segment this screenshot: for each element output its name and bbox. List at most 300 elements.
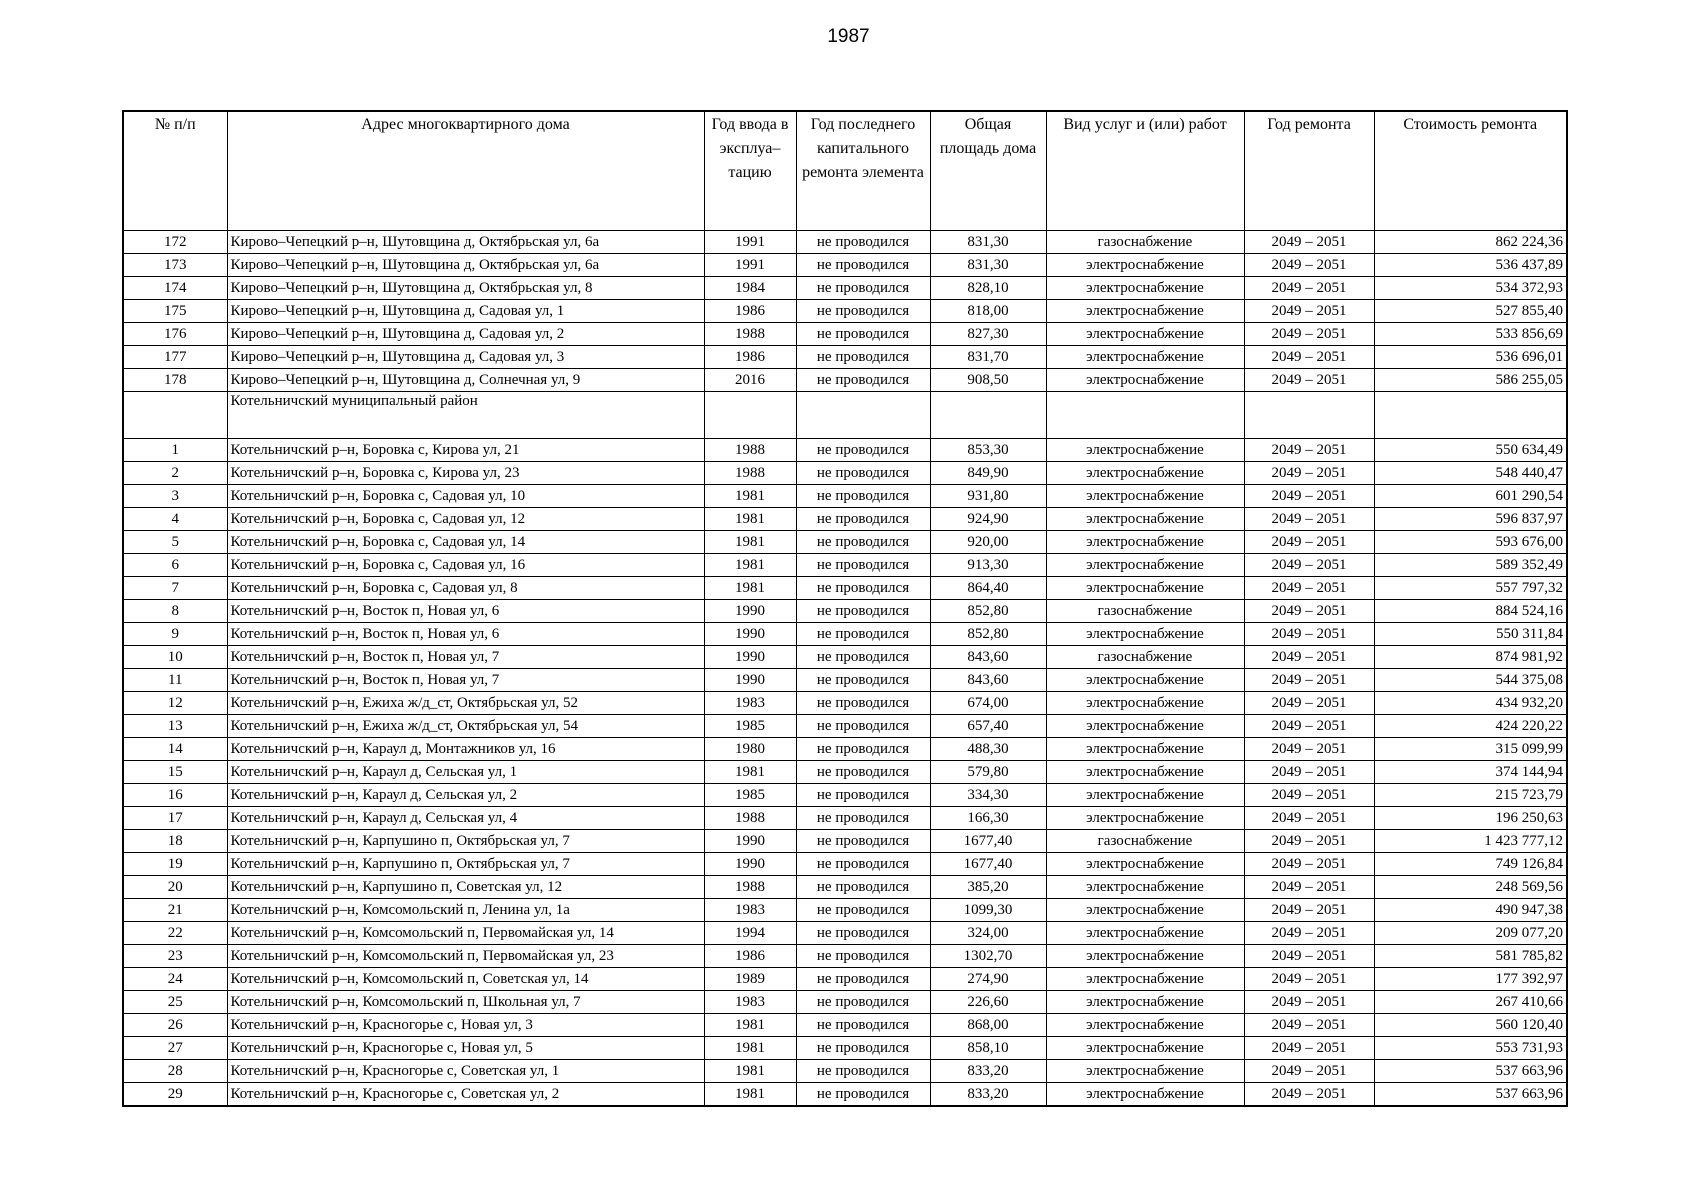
table-row — [123, 669, 1567, 692]
cell-repair-period: 2049 – 2051 — [1244, 485, 1374, 508]
cell-year-built: 1981 — [704, 1083, 796, 1107]
cell-year-built: 1983 — [704, 899, 796, 922]
cell-address: Котельничский р–н, Боровка с, Садовая ул, 8 — [227, 577, 704, 600]
cell-service: электроснабжение — [1046, 439, 1244, 462]
cell-cost: 537 663,96 — [1374, 1083, 1567, 1107]
table-row — [123, 807, 1567, 830]
cell-num: 18 — [123, 830, 227, 853]
cell-service: электроснабжение — [1046, 254, 1244, 277]
cell-last-repair: не проводился — [796, 462, 930, 485]
cell-last-repair: не проводился — [796, 577, 930, 600]
cell-year-built: 2016 — [704, 369, 796, 392]
cell-address: Котельничский р–н, Боровка с, Кирова ул, 23 — [227, 462, 704, 485]
cell-address: Котельничский р–н, Ежиха ж/д_ст, Октябрьская ул, 52 — [227, 692, 704, 715]
cell-repair-period: 2049 – 2051 — [1244, 853, 1374, 876]
cell-address: Котельничский р–н, Комсомольский п, Советская ул, 14 — [227, 968, 704, 991]
cell-year-built: 1994 — [704, 922, 796, 945]
cell-year-built: 1989 — [704, 968, 796, 991]
table-row — [123, 853, 1567, 876]
cell-repair-period: 2049 – 2051 — [1244, 807, 1374, 830]
cell-last-repair: не проводился — [796, 531, 930, 554]
cell-service: электроснабжение — [1046, 508, 1244, 531]
cell-service: электроснабжение — [1046, 853, 1244, 876]
repair-schedule-table — [122, 110, 1568, 1107]
cell-cost: 315 099,99 — [1374, 738, 1567, 761]
table-row — [123, 899, 1567, 922]
cell-address: Котельничский р–н, Восток п, Новая ул, 7 — [227, 646, 704, 669]
cell-area: 833,20 — [930, 1083, 1046, 1107]
table-row — [123, 991, 1567, 1014]
cell-year-built: 1983 — [704, 991, 796, 1014]
cell-repair-period: 2049 – 2051 — [1244, 623, 1374, 646]
cell-service: электроснабжение — [1046, 1014, 1244, 1037]
cell-year-built: 1988 — [704, 462, 796, 485]
cell-cost: 177 392,97 — [1374, 968, 1567, 991]
table-row — [123, 369, 1567, 392]
cell-num: 7 — [123, 577, 227, 600]
cell-service: электроснабжение — [1046, 715, 1244, 738]
cell-address: Кирово–Чепецкий р–н, Шутовщина д, Садовая ул, 3 — [227, 346, 704, 369]
table-row — [123, 300, 1567, 323]
cell-year-built: 1983 — [704, 692, 796, 715]
table-row — [123, 323, 1567, 346]
cell-area: 334,30 — [930, 784, 1046, 807]
cell-num: 29 — [123, 1083, 227, 1107]
cell-area: 831,70 — [930, 346, 1046, 369]
cell-last-repair: не проводился — [796, 853, 930, 876]
cell-cost: 536 696,01 — [1374, 346, 1567, 369]
cell-cost: 537 663,96 — [1374, 1060, 1567, 1083]
cell-service: электроснабжение — [1046, 300, 1244, 323]
cell-year-built: 1986 — [704, 346, 796, 369]
cell-area: 843,60 — [930, 669, 1046, 692]
cell-num: 22 — [123, 922, 227, 945]
cell-repair-period: 2049 – 2051 — [1244, 508, 1374, 531]
cell-cost: 581 785,82 — [1374, 945, 1567, 968]
cell-area: 864,40 — [930, 577, 1046, 600]
table-row — [123, 554, 1567, 577]
table-row — [123, 738, 1567, 761]
table-row — [123, 922, 1567, 945]
cell-service: электроснабжение — [1046, 346, 1244, 369]
cell-area: 920,00 — [930, 531, 1046, 554]
cell-repair-period: 2049 – 2051 — [1244, 369, 1374, 392]
cell-cost: 560 120,40 — [1374, 1014, 1567, 1037]
cell-num: 9 — [123, 623, 227, 646]
cell-area: 324,00 — [930, 922, 1046, 945]
cell-year-built: 1981 — [704, 531, 796, 554]
cell-last-repair: не проводился — [796, 807, 930, 830]
cell-service: электроснабжение — [1046, 554, 1244, 577]
cell-address: Котельничский р–н, Боровка с, Садовая ул, 10 — [227, 485, 704, 508]
cell-repair-period: 2049 – 2051 — [1244, 1060, 1374, 1083]
cell-cost: 596 837,97 — [1374, 508, 1567, 531]
cell-last-repair: не проводился — [796, 508, 930, 531]
cell-num — [123, 392, 227, 439]
header-address: Адрес многоквартирного дома — [227, 111, 704, 231]
cell-last-repair: не проводился — [796, 1083, 930, 1107]
table-row — [123, 761, 1567, 784]
cell-year-built: 1988 — [704, 807, 796, 830]
cell-address: Кирово–Чепецкий р–н, Шутовщина д, Солнечная ул, 9 — [227, 369, 704, 392]
cell-year-built: 1981 — [704, 554, 796, 577]
cell-num: 11 — [123, 669, 227, 692]
cell-last-repair: не проводился — [796, 876, 930, 899]
cell-repair-period: 2049 – 2051 — [1244, 784, 1374, 807]
cell-last-repair: не проводился — [796, 1060, 930, 1083]
cell-year-built: 1981 — [704, 508, 796, 531]
cell-area: 1677,40 — [930, 853, 1046, 876]
cell-repair-period: 2049 – 2051 — [1244, 692, 1374, 715]
cell-address: Котельничский р–н, Караул д, Монтажников ул, 16 — [227, 738, 704, 761]
cell-area: 1099,30 — [930, 899, 1046, 922]
cell-last-repair: не проводился — [796, 738, 930, 761]
cell-service: электроснабжение — [1046, 577, 1244, 600]
cell-year-built: 1988 — [704, 323, 796, 346]
cell-year-built: 1991 — [704, 254, 796, 277]
cell-repair-period: 2049 – 2051 — [1244, 231, 1374, 254]
cell-cost: 209 077,20 — [1374, 922, 1567, 945]
cell-cost: 527 855,40 — [1374, 300, 1567, 323]
cell-service: электроснабжение — [1046, 485, 1244, 508]
cell-address: Котельничский р–н, Восток п, Новая ул, 6 — [227, 623, 704, 646]
cell-area: 579,80 — [930, 761, 1046, 784]
cell-area: 827,30 — [930, 323, 1046, 346]
cell-service: газоснабжение — [1046, 231, 1244, 254]
cell-service: электроснабжение — [1046, 899, 1244, 922]
cell-num: 174 — [123, 277, 227, 300]
cell-num: 173 — [123, 254, 227, 277]
cell-service: газоснабжение — [1046, 646, 1244, 669]
cell-area: 226,60 — [930, 991, 1046, 1014]
table-row — [123, 1014, 1567, 1037]
cell-last-repair: не проводился — [796, 600, 930, 623]
table-row — [123, 784, 1567, 807]
cell-num: 27 — [123, 1037, 227, 1060]
cell-repair-period: 2049 – 2051 — [1244, 277, 1374, 300]
cell-address: Котельничский р–н, Караул д, Сельская ул, 2 — [227, 784, 704, 807]
cell-address: Кирово–Чепецкий р–н, Шутовщина д, Садовая ул, 2 — [227, 323, 704, 346]
cell-year-built: 1988 — [704, 876, 796, 899]
cell-service: электроснабжение — [1046, 1037, 1244, 1060]
header-cost: Стоимость ремонта — [1374, 111, 1567, 231]
cell-cost: 874 981,92 — [1374, 646, 1567, 669]
header-num: № п/п — [123, 111, 227, 231]
cell-num: 6 — [123, 554, 227, 577]
table-row — [123, 623, 1567, 646]
cell-area: 843,60 — [930, 646, 1046, 669]
cell-address: Котельничский р–н, Комсомольский п, Первомайская ул, 23 — [227, 945, 704, 968]
cell-area — [930, 392, 1046, 439]
cell-cost: 267 410,66 — [1374, 991, 1567, 1014]
cell-num: 21 — [123, 899, 227, 922]
cell-year-built: 1981 — [704, 1037, 796, 1060]
cell-repair-period: 2049 – 2051 — [1244, 876, 1374, 899]
cell-num: 15 — [123, 761, 227, 784]
cell-address: Котельничский р–н, Караул д, Сельская ул, 1 — [227, 761, 704, 784]
cell-repair-period: 2049 – 2051 — [1244, 554, 1374, 577]
table-row — [123, 692, 1567, 715]
cell-last-repair: не проводился — [796, 784, 930, 807]
cell-num: 12 — [123, 692, 227, 715]
cell-address: Котельничский р–н, Карпушино п, Октябрьская ул, 7 — [227, 830, 704, 853]
cell-last-repair: не проводился — [796, 554, 930, 577]
cell-cost: 593 676,00 — [1374, 531, 1567, 554]
cell-repair-period: 2049 – 2051 — [1244, 991, 1374, 1014]
cell-cost: 490 947,38 — [1374, 899, 1567, 922]
cell-service: электроснабжение — [1046, 945, 1244, 968]
cell-last-repair: не проводился — [796, 945, 930, 968]
cell-repair-period: 2049 – 2051 — [1244, 669, 1374, 692]
cell-address: Котельничский р–н, Боровка с, Садовая ул, 14 — [227, 531, 704, 554]
cell-last-repair: не проводился — [796, 669, 930, 692]
cell-last-repair: не проводился — [796, 991, 930, 1014]
cell-last-repair: не проводился — [796, 922, 930, 945]
cell-cost: 544 375,08 — [1374, 669, 1567, 692]
cell-repair-period: 2049 – 2051 — [1244, 899, 1374, 922]
cell-last-repair: не проводился — [796, 485, 930, 508]
cell-repair-period: 2049 – 2051 — [1244, 439, 1374, 462]
cell-service — [1046, 392, 1244, 439]
cell-year-built: 1984 — [704, 277, 796, 300]
cell-num: 177 — [123, 346, 227, 369]
cell-repair-period: 2049 – 2051 — [1244, 600, 1374, 623]
cell-last-repair: не проводился — [796, 300, 930, 323]
cell-year-built: 1988 — [704, 439, 796, 462]
cell-num: 8 — [123, 600, 227, 623]
cell-area: 674,00 — [930, 692, 1046, 715]
cell-service: электроснабжение — [1046, 761, 1244, 784]
table-row — [123, 439, 1567, 462]
cell-year-built: 1990 — [704, 853, 796, 876]
cell-area: 818,00 — [930, 300, 1046, 323]
table-row — [123, 277, 1567, 300]
cell-area: 385,20 — [930, 876, 1046, 899]
cell-cost: 550 311,84 — [1374, 623, 1567, 646]
header-repair-period: Год ремонта — [1244, 111, 1374, 231]
cell-repair-period: 2049 – 2051 — [1244, 715, 1374, 738]
cell-year-built: 1980 — [704, 738, 796, 761]
cell-service: электроснабжение — [1046, 876, 1244, 899]
cell-area: 488,30 — [930, 738, 1046, 761]
table-row — [123, 600, 1567, 623]
cell-last-repair: не проводился — [796, 692, 930, 715]
cell-last-repair: не проводился — [796, 277, 930, 300]
header-service: Вид услуг и (или) работ — [1046, 111, 1244, 231]
header-year-built: Год ввода в эксплуа–тацию — [704, 111, 796, 231]
cell-repair-period: 2049 – 2051 — [1244, 254, 1374, 277]
cell-year-built: 1986 — [704, 300, 796, 323]
cell-year-built: 1981 — [704, 1014, 796, 1037]
cell-last-repair: не проводился — [796, 623, 930, 646]
cell-num: 175 — [123, 300, 227, 323]
table-row — [123, 876, 1567, 899]
cell-num: 176 — [123, 323, 227, 346]
cell-year-built: 1990 — [704, 600, 796, 623]
table-row — [123, 346, 1567, 369]
cell-num: 178 — [123, 369, 227, 392]
cell-address: Котельничский р–н, Красногорье с, Советская ул, 1 — [227, 1060, 704, 1083]
table-row — [123, 715, 1567, 738]
cell-last-repair: не проводился — [796, 646, 930, 669]
cell-address: Котельничский р–н, Карпушино п, Советская ул, 12 — [227, 876, 704, 899]
table-row — [123, 231, 1567, 254]
table-row — [123, 462, 1567, 485]
cell-cost: 196 250,63 — [1374, 807, 1567, 830]
cell-service: электроснабжение — [1046, 531, 1244, 554]
cell-cost: 215 723,79 — [1374, 784, 1567, 807]
cell-address: Кирово–Чепецкий р–н, Шутовщина д, Октябрьская ул, 6а — [227, 254, 704, 277]
cell-area: 1302,70 — [930, 945, 1046, 968]
cell-area: 931,80 — [930, 485, 1046, 508]
cell-area: 868,00 — [930, 1014, 1046, 1037]
cell-area: 831,30 — [930, 231, 1046, 254]
cell-area: 853,30 — [930, 439, 1046, 462]
cell-num: 23 — [123, 945, 227, 968]
cell-cost: 548 440,47 — [1374, 462, 1567, 485]
table-row — [123, 254, 1567, 277]
cell-address: Котельничский р–н, Карпушино п, Октябрьская ул, 7 — [227, 853, 704, 876]
cell-cost: 1 423 777,12 — [1374, 830, 1567, 853]
cell-num: 3 — [123, 485, 227, 508]
cell-cost: 374 144,94 — [1374, 761, 1567, 784]
cell-area: 274,90 — [930, 968, 1046, 991]
cell-area: 831,30 — [930, 254, 1046, 277]
cell-num: 172 — [123, 231, 227, 254]
cell-service: газоснабжение — [1046, 830, 1244, 853]
cell-repair-period: 2049 – 2051 — [1244, 1083, 1374, 1107]
cell-address: Котельничский р–н, Комсомольский п, Школьная ул, 7 — [227, 991, 704, 1014]
cell-area: 828,10 — [930, 277, 1046, 300]
cell-num: 20 — [123, 876, 227, 899]
section-row — [123, 392, 1567, 439]
table-row — [123, 1037, 1567, 1060]
cell-num: 10 — [123, 646, 227, 669]
cell-year-built: 1981 — [704, 485, 796, 508]
cell-cost: 424 220,22 — [1374, 715, 1567, 738]
cell-repair-period: 2049 – 2051 — [1244, 531, 1374, 554]
cell-cost — [1374, 392, 1567, 439]
cell-repair-period: 2049 – 2051 — [1244, 1014, 1374, 1037]
cell-last-repair: не проводился — [796, 1037, 930, 1060]
cell-repair-period: 2049 – 2051 — [1244, 945, 1374, 968]
cell-cost: 536 437,89 — [1374, 254, 1567, 277]
cell-address: Котельничский р–н, Восток п, Новая ул, 6 — [227, 600, 704, 623]
cell-last-repair: не проводился — [796, 323, 930, 346]
cell-address: Котельничский р–н, Боровка с, Кирова ул, 21 — [227, 439, 704, 462]
cell-area: 166,30 — [930, 807, 1046, 830]
cell-cost: 248 569,56 — [1374, 876, 1567, 899]
cell-num: 17 — [123, 807, 227, 830]
cell-num: 14 — [123, 738, 227, 761]
cell-address: Котельничский р–н, Красногорье с, Новая ул, 3 — [227, 1014, 704, 1037]
cell-cost: 550 634,49 — [1374, 439, 1567, 462]
table-row — [123, 968, 1567, 991]
table-header — [123, 111, 1567, 231]
cell-service: газоснабжение — [1046, 600, 1244, 623]
cell-repair-period: 2049 – 2051 — [1244, 577, 1374, 600]
cell-cost: 601 290,54 — [1374, 485, 1567, 508]
cell-year-built: 1990 — [704, 830, 796, 853]
cell-area: 1677,40 — [930, 830, 1046, 853]
cell-cost: 586 255,05 — [1374, 369, 1567, 392]
cell-num: 25 — [123, 991, 227, 1014]
cell-address: Котельничский р–н, Красногорье с, Советская ул, 2 — [227, 1083, 704, 1107]
table-row — [123, 485, 1567, 508]
section-title: Котельничский муниципальный район — [227, 392, 704, 439]
cell-last-repair: не проводился — [796, 369, 930, 392]
cell-repair-period: 2049 – 2051 — [1244, 646, 1374, 669]
cell-last-repair: не проводился — [796, 346, 930, 369]
cell-service: электроснабжение — [1046, 462, 1244, 485]
table-row — [123, 1060, 1567, 1083]
cell-cost: 557 797,32 — [1374, 577, 1567, 600]
table-row — [123, 1083, 1567, 1107]
page-number: 1987 — [827, 26, 870, 47]
cell-area: 852,80 — [930, 623, 1046, 646]
cell-service: электроснабжение — [1046, 369, 1244, 392]
cell-repair-period: 2049 – 2051 — [1244, 462, 1374, 485]
cell-num: 5 — [123, 531, 227, 554]
cell-service: электроснабжение — [1046, 968, 1244, 991]
table-row — [123, 945, 1567, 968]
cell-num: 16 — [123, 784, 227, 807]
cell-address: Кирово–Чепецкий р–н, Шутовщина д, Октябрьская ул, 8 — [227, 277, 704, 300]
cell-last-repair — [796, 392, 930, 439]
cell-cost: 553 731,93 — [1374, 1037, 1567, 1060]
cell-address: Котельничский р–н, Восток п, Новая ул, 7 — [227, 669, 704, 692]
cell-num: 24 — [123, 968, 227, 991]
cell-repair-period: 2049 – 2051 — [1244, 346, 1374, 369]
cell-service: электроснабжение — [1046, 623, 1244, 646]
cell-num: 13 — [123, 715, 227, 738]
cell-repair-period: 2049 – 2051 — [1244, 922, 1374, 945]
cell-area: 908,50 — [930, 369, 1046, 392]
cell-last-repair: не проводился — [796, 830, 930, 853]
cell-year-built: 1986 — [704, 945, 796, 968]
cell-year-built: 1990 — [704, 623, 796, 646]
cell-repair-period — [1244, 392, 1374, 439]
cell-num: 26 — [123, 1014, 227, 1037]
cell-address: Котельничский р–н, Ежиха ж/д_ст, Октябрьская ул, 54 — [227, 715, 704, 738]
cell-address: Котельничский р–н, Красногорье с, Новая ул, 5 — [227, 1037, 704, 1060]
cell-year-built: 1985 — [704, 784, 796, 807]
cell-address: Котельничский р–н, Комсомольский п, Ленина ул, 1а — [227, 899, 704, 922]
cell-area: 852,80 — [930, 600, 1046, 623]
table-body — [123, 231, 1567, 1107]
cell-address: Кирово–Чепецкий р–н, Шутовщина д, Садовая ул, 1 — [227, 300, 704, 323]
cell-year-built: 1991 — [704, 231, 796, 254]
cell-area: 913,30 — [930, 554, 1046, 577]
cell-service: электроснабжение — [1046, 807, 1244, 830]
cell-cost: 884 524,16 — [1374, 600, 1567, 623]
cell-cost: 533 856,69 — [1374, 323, 1567, 346]
cell-service: электроснабжение — [1046, 1060, 1244, 1083]
cell-last-repair: не проводился — [796, 761, 930, 784]
cell-cost: 534 372,93 — [1374, 277, 1567, 300]
table-row — [123, 646, 1567, 669]
cell-service: электроснабжение — [1046, 669, 1244, 692]
cell-service: электроснабжение — [1046, 784, 1244, 807]
cell-last-repair: не проводился — [796, 439, 930, 462]
cell-area: 924,90 — [930, 508, 1046, 531]
table-row — [123, 531, 1567, 554]
cell-address: Котельничский р–н, Комсомольский п, Первомайская ул, 14 — [227, 922, 704, 945]
cell-service: электроснабжение — [1046, 738, 1244, 761]
cell-repair-period: 2049 – 2051 — [1244, 1037, 1374, 1060]
cell-address: Котельничский р–н, Боровка с, Садовая ул, 16 — [227, 554, 704, 577]
cell-service: электроснабжение — [1046, 277, 1244, 300]
